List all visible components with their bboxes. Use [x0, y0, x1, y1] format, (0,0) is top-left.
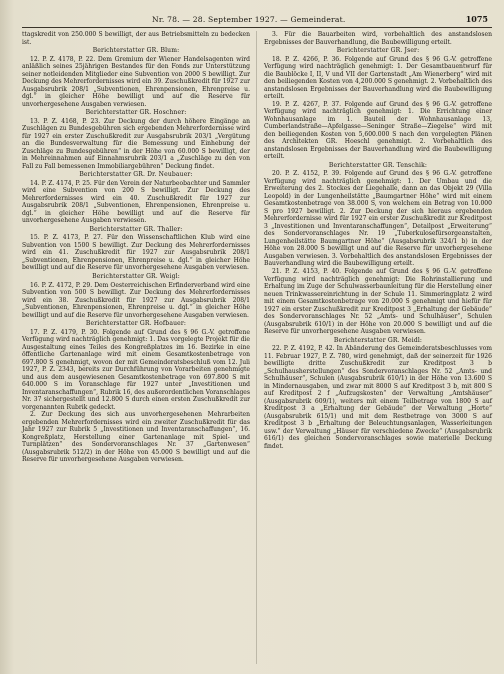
rapporteur-heading: Berichterstatter GR. Hofbauer: [85, 320, 187, 328]
rapporteur-heading: Berichterstatter GR. Dr. Neubauer: [79, 171, 193, 179]
left-column [22, 31, 250, 464]
resolution-paragraph: 13. P. Z. 4168, P. 23. Zur Deckung der durch höhere Eingänge an Zuschlägen zu Bundesgebühren sich ergebenden Mehrerfordernisse wird für 1927 ein erster Zuschußkredit zur Ausgabsrubrik 203/1 „Vergütung an die Bundesverwaltung für die Bemessung und Einhebung der Zuschläge zu Bundesgebühren“ in der Höhe von 60.000 S bewilligt, der in Mehreinnahmen auf Einnahmsrubrik 203/1 a „Zuschläge zu den von Fall zu Fall bemessenen Immobiliargebühren“ Deckung findet. [22, 117, 250, 170]
page-number: 1075 [465, 14, 488, 24]
resolution-paragraph: 14. P. Z. 4174, P. 25. Für den Verein der Naturbeobachter und Sammler wird eine Subvention von 200 S bewilligt. Zur Deckung des Mehrerfordernisses wird ein 40. Zuschußkredit für 1927 zur Ausgabsrubrik 208/1 „Subventionen, Ehrenpensionen, Ehrenpreise u. dgl.“ in gleicher Höhe bewilligt und auf die Reserve für unvorhergesehene Ausgaben verwiesen. [22, 179, 250, 225]
rapporteur-heading: Berichterstatter GR. Thaller: [89, 225, 183, 233]
right-column [264, 31, 492, 450]
page-header [22, 12, 492, 26]
resolution-paragraph: 3. Für die Bauarbeiten wird, vorbehaltlich des anstandslosen Ergebnisses der Bauverhandlung, die Baubewilligung erteilt. [264, 31, 492, 46]
resolution-paragraph: 21. P. Z. 4153, P. 40. Folgende auf Grund des § 96 G.-V. getroffene Verfügung wird nachträglich genehmigt: Die Rohrinstallierung und Erhaltung im Zuge der Schulwasserbaunleitung für die Herstellung einer neuen Trinkwassereinrichtung in der Schule 11. Simmeringplatz 2 wird mit einem Gesamtkostenbetrage von 20.000 S genehmigt und hiefür für 1927 ein erster Zuschußkredit zur Kreditpost 3 „Erhaltung der Gebäude“ des Sondervoranschlages Nr. 52 „Amts- und Schulhäuser“, Schulen (Ausgabsrubrik 610/1) in der Höhe von 20.000 S bewilligt und auf die Reserve für unvorhergesehene Ausgaben verwiesen. [264, 267, 492, 336]
rapporteur-heading: Berichterstatter GR. Hoschner: [85, 109, 187, 117]
rapporteur-heading: Berichterstatter GR. Tenschik: [328, 161, 428, 169]
resolution-paragraph: 18. P. Z. 4266, P. 36. Folgende auf Grund des § 96 G.-V. getroffene Verfügung wird nachträglich genehmigt: 1. Der Gesamtbauentwurf für die Baublöcke I, II, V und VII der Gartenstadt „Am Wienerberg“ wird mit den beiliegenden Kosten von 4,200.000 S genehmigt. 2. Vorbehaltlich des anstandslosen Ergebnisses der Bauverhandlung wird die Baubewilligung erteilt. [264, 55, 492, 101]
rapporteur-heading: Berichterstatter GR. Jser: [336, 47, 420, 55]
resolution-paragraph: 16. P. Z. 4172, P. 29. Dem Oesterreichischen Erfinderverband wird eine Subvention von 500 S bewilligt. Zur Deckung des Mehrerfordernisses wird ein 38. Zuschußkredit für 1927 zur Ausgabsrubrik 208/1 „Subventionen, Ehrenpensionen, Ehrenpreise u. dgl.“ in gleicher Höhe bewilligt und auf die Reserve für unvorhergesehene Ausgaben verwiesen. [22, 281, 250, 319]
column-gutter [256, 31, 257, 664]
resolution-paragraph: 12. P. Z. 4178, P. 22. Dem Gremium der Wiener Handelsagenten wird anläßlich seines 25jährigen Bestandes für den Fonds zur Unterstützung seiner notleidenden Mitglieder eine Subvention von 2000 S bewilligt. Zur Deckung des Mehrerfordernisses wird ein 39. Zuschußkredit für 1927 zur Ausgabsrubrik 208/1 „Subventionen, Ehrenpensionen, Ehrenpreise u. dgl.“ in gleicher Höhe bewilligt und auf die Reserve für unvorhergesehene Ausgaben verwiesen. [22, 55, 250, 108]
resolution-paragraph: 22. P. Z. 4192, P. 42. In Abänderung des Gemeinderatsbeschlusses vom 11. Februar 1927, P. Z. 780, wird genehmigt, daß der seinerzeit für 1926 bewilligte dritte Zuschußkredit zur Kreditpost 3 b „Schulhausherstellungen“ des Sondervoranschlages Nr. 52 „Amts- und Schulhäuser“, Schulen (Ausgabsrubrik 610/1) in der Höhe von 13.600 S in Mindernausgaben, und zwar mit 8000 S auf Kreditpost 3 b, mit 800 S auf Kreditpost 2 f „Aufzugskosten“ der Verwaltung „Amtshäuser“ (Ausgabsrubrik 609/1), weiters mit einem Teilbetrage von 1800 S auf Kreditpost 3 a „Erhaltung der Gebäude“ der Verwaltung „Horte“ (Ausgabsrubrik 615/1) und mit dem Restbetrage von 3000 S auf Kreditpost 3 b „Erhaltung der Beleuchtungsanlagen, Wasserleitungen usw.“ der Verwaltung „Häuser für verschiedene Zwecke“ (Ausgabsrubrik 616/1) des gleichen Sondervoranschlages sowie materielle Deckung findet. [264, 345, 492, 450]
rapporteur-heading: Berichterstatter GR. Meidl: [333, 336, 423, 344]
rapporteur-heading: Berichterstatter GR. Blum: [92, 47, 180, 55]
resolution-paragraph: ttagskredit von 250.000 S bewilligt, der aus Betriebsmitteln zu bedecken ist. [22, 31, 250, 46]
header-issue-line: Nr. 78. — 28. September 1927. — Gemeinderat. [152, 14, 346, 24]
rapporteur-heading: Berichterstatter GR. Weigl: [92, 272, 180, 280]
resolution-paragraph: 17. P. Z. 4179, P. 30. Folgende auf Grund des § 96 G.-V. getroffene Verfügung wird nachträglich genehmigt: 1. Das vorgelegte Projekt für die Ausgestaltung eines Teiles des Kongreßplatzes im 16. Bezirke in eine öffentliche Gartenanlage wird mit einem Gesamtkostenbetrage von 697.800 S genehmigt, wovon der mit Gemeinderatsbeschluß vom 12. Juli 1927, P. Z. 2343, bereits zur Durchführung von Vorarbeiten genehmigte und aus dem ausgewiesenen Gesamtkostenbetrage von 697.800 S mit 640.000 S im Voranschlage für 1927 unter „Investitionen und Inventaranschaffungen“, Rubrik 16, des außerordentlichen Voranschlages Nr. 37 sichergestellt und 12.800 S durch einen ersten Zuschußkredit zur vorgenannten Rubrik gedeckt. [22, 328, 250, 411]
resolution-paragraph: 2. Zur Deckung des sich aus unvorhergesehenen Mehrarbeiten ergebenden Mehrerfordernisses wird ein zweiter Zuschußkredit für das Jahr 1927 zur Rubrik 5 „Investitionen und Inventaranschaffungen“, 16. Kongreßplatz, Herstellung einer Gartenanlage mit Spiel- und Turnplätzen“ des Sondervoranschlages Nr. 37 „Gartenwesen“ (Ausgabsrubrik 512/2) in der Höhe von 45.000 S bewilligt und auf die Reserve für unvorhergesehene Ausgaben verwiesen. [22, 411, 250, 464]
resolution-paragraph: 19. P. Z. 4267, P. 37. Folgende auf Grund des § 96 G.-V. getroffene Verfügung wird nachträglich genehmigt: 1. Die Errichtung einer Wohnhausanlage im 1. Bauteil der Wohnhausanlage 13, Cumberlandstraße—Apfelgasse—Seninger Straße—Ziegelse“ wird mit den beiliegenden Kosten von 5,600.000 S nach den vorgelegten Plänen des Architekten GR. Hoeschl genehmigt. 2. Vorbehaltlich des anstandslosen Ergebnisses der Bauverhandlung wird die Baubewilligung erteilt. [264, 100, 492, 161]
resolution-paragraph: 20. P. Z. 4152, P. 39. Folgende auf Grund des § 96 G.-V. getroffene Verfügung wird nachträglich genehmigt: 1. Der Umbau und die Erweiterung des 2. Stockes der Liegehalle, dann an das Objekt 29 (Villa Leopold) in der Lungenheilstätte „Baumgartner Höhe“ wird mit einem Gesamtkostenbetrage von 38.000 S, von welchem ein Betrag von 10.000 S pro 1927 bewilligt. 2. Zur Deckung der sich hieraus ergebenden Mehrerfordernisse wird für 1927 ein erster Zuschußkredit zur Kreditpost 3 „Investitionen und Inventaranschaffungen“, Detailpost „Erweiterung“ des Sondervoranschlages Nr. 19 „Tuberkulosefürsorgeanstalten, Lungenheilstätte Baumgartner Höhe“ (Ausgabsrubrik 324/1 b) in der Höhe von 28.000 S bewilligt und auf die Reserve für unvorhergesehene Ausgaben verwiesen. 3. Vorbehaltlich des anstandslosen Ergebnisses der Bauverhandlung wird die Baubewilligung erteilt. [264, 170, 492, 268]
header-rule [22, 27, 492, 28]
resolution-paragraph: 15. P. Z. 4173, P. 27. Für den Wissenschaftlichen Klub wird eine Subvention von 1500 S bewilligt. Zur Deckung des Mehrerfordernisses wird ein 41. Zuschußkredit für 1927 zur Ausgabsrubrik 208/1 „Subventionen, Ehrenpensionen, Ehrenpreise u. dgl.“ in gleicher Höhe bewilligt und auf die Reserve für unvorhergesehene Ausgaben verwiesen. [22, 234, 250, 272]
